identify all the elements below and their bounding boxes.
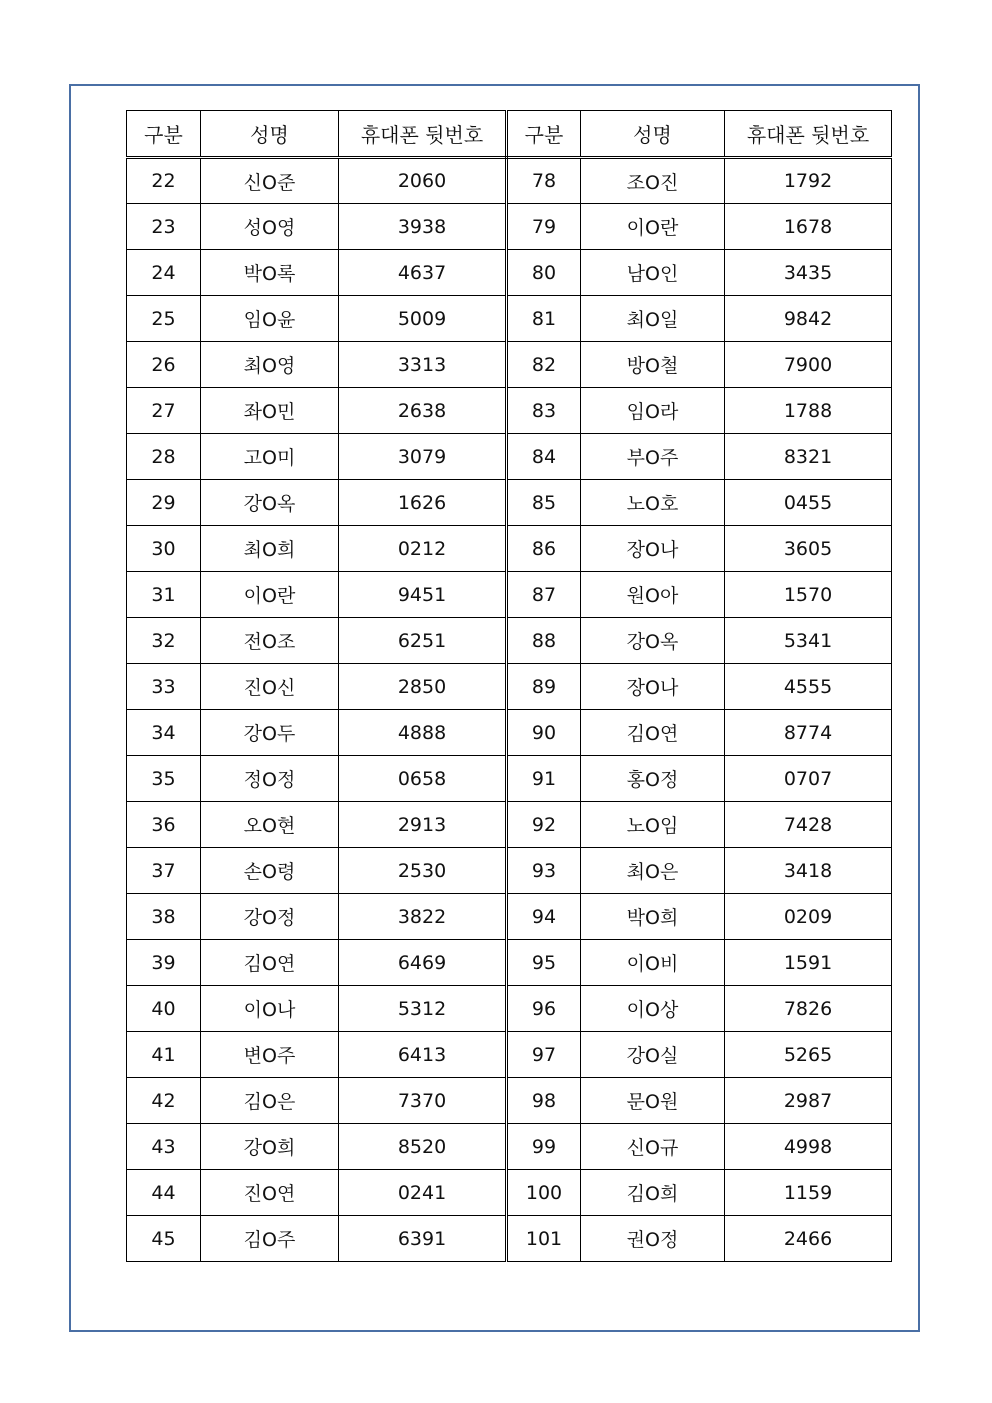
cell-name: 박O록 <box>201 250 339 296</box>
table-row <box>127 848 892 894</box>
cell-name: 노O임 <box>581 802 725 848</box>
cell-name: 임O윤 <box>201 296 339 342</box>
cell-name: 이O나 <box>201 986 339 1032</box>
cell-name: 김O희 <box>581 1170 725 1216</box>
cell-name: 방O철 <box>581 342 725 388</box>
cell-number: 88 <box>507 618 581 664</box>
cell-number: 32 <box>127 618 201 664</box>
roster-table <box>126 110 892 1262</box>
table-row <box>127 1170 892 1216</box>
cell-phone: 7370 <box>339 1078 507 1124</box>
cell-number: 97 <box>507 1032 581 1078</box>
header-row <box>127 111 892 158</box>
cell-name: 이O상 <box>581 986 725 1032</box>
cell-name: 좌O민 <box>201 388 339 434</box>
cell-name: 정O정 <box>201 756 339 802</box>
cell-phone: 9451 <box>339 572 507 618</box>
table-row <box>127 296 892 342</box>
cell-phone: 6391 <box>339 1216 507 1262</box>
cell-phone: 2466 <box>725 1216 892 1262</box>
cell-phone: 3079 <box>339 434 507 480</box>
cell-name: 손O령 <box>201 848 339 894</box>
cell-number: 24 <box>127 250 201 296</box>
table-row <box>127 158 892 204</box>
cell-phone: 1159 <box>725 1170 892 1216</box>
cell-name: 이O비 <box>581 940 725 986</box>
cell-number: 96 <box>507 986 581 1032</box>
cell-number: 40 <box>127 986 201 1032</box>
header-name: 성명 <box>201 111 339 158</box>
table-row <box>127 1124 892 1170</box>
table-row <box>127 342 892 388</box>
cell-phone: 8321 <box>725 434 892 480</box>
cell-phone: 6469 <box>339 940 507 986</box>
cell-number: 79 <box>507 204 581 250</box>
cell-phone: 8774 <box>725 710 892 756</box>
cell-name: 최O희 <box>201 526 339 572</box>
cell-number: 35 <box>127 756 201 802</box>
table-row <box>127 802 892 848</box>
cell-phone: 2987 <box>725 1078 892 1124</box>
table-row <box>127 940 892 986</box>
cell-name: 장O나 <box>581 526 725 572</box>
cell-number: 36 <box>127 802 201 848</box>
cell-name: 신O준 <box>201 158 339 204</box>
cell-number: 91 <box>507 756 581 802</box>
cell-number: 43 <box>127 1124 201 1170</box>
cell-phone: 6413 <box>339 1032 507 1078</box>
cell-name: 성O영 <box>201 204 339 250</box>
cell-phone: 3938 <box>339 204 507 250</box>
cell-number: 94 <box>507 894 581 940</box>
cell-number: 22 <box>127 158 201 204</box>
header-phone: 휴대폰 뒷번호 <box>725 111 892 158</box>
table-row <box>127 894 892 940</box>
cell-name: 남O인 <box>581 250 725 296</box>
cell-name: 강O두 <box>201 710 339 756</box>
table-row <box>127 986 892 1032</box>
cell-name: 김O연 <box>581 710 725 756</box>
cell-name: 김O주 <box>201 1216 339 1262</box>
cell-phone: 4888 <box>339 710 507 756</box>
cell-phone: 3435 <box>725 250 892 296</box>
cell-number: 41 <box>127 1032 201 1078</box>
cell-number: 86 <box>507 526 581 572</box>
cell-phone: 4637 <box>339 250 507 296</box>
cell-number: 44 <box>127 1170 201 1216</box>
cell-name: 진O연 <box>201 1170 339 1216</box>
cell-phone: 2913 <box>339 802 507 848</box>
cell-number: 87 <box>507 572 581 618</box>
cell-name: 진O신 <box>201 664 339 710</box>
cell-number: 93 <box>507 848 581 894</box>
header-number: 구분 <box>507 111 581 158</box>
cell-name: 조O진 <box>581 158 725 204</box>
cell-name: 원O아 <box>581 572 725 618</box>
cell-number: 82 <box>507 342 581 388</box>
cell-name: 박O희 <box>581 894 725 940</box>
table-row <box>127 664 892 710</box>
cell-number: 37 <box>127 848 201 894</box>
cell-phone: 2060 <box>339 158 507 204</box>
cell-name: 강O정 <box>201 894 339 940</box>
cell-phone: 3822 <box>339 894 507 940</box>
cell-number: 95 <box>507 940 581 986</box>
header-phone: 휴대폰 뒷번호 <box>339 111 507 158</box>
cell-phone: 9842 <box>725 296 892 342</box>
cell-number: 80 <box>507 250 581 296</box>
cell-number: 78 <box>507 158 581 204</box>
cell-phone: 2530 <box>339 848 507 894</box>
cell-phone: 3418 <box>725 848 892 894</box>
table-row <box>127 1078 892 1124</box>
cell-name: 신O규 <box>581 1124 725 1170</box>
cell-number: 84 <box>507 434 581 480</box>
table-row <box>127 1216 892 1262</box>
cell-number: 42 <box>127 1078 201 1124</box>
cell-number: 100 <box>507 1170 581 1216</box>
cell-number: 90 <box>507 710 581 756</box>
cell-phone: 0212 <box>339 526 507 572</box>
cell-name: 장O나 <box>581 664 725 710</box>
cell-name: 이O란 <box>201 572 339 618</box>
table-row <box>127 388 892 434</box>
table-row <box>127 250 892 296</box>
cell-number: 89 <box>507 664 581 710</box>
cell-name: 변O주 <box>201 1032 339 1078</box>
cell-number: 25 <box>127 296 201 342</box>
cell-phone: 0455 <box>725 480 892 526</box>
cell-phone: 0707 <box>725 756 892 802</box>
cell-number: 33 <box>127 664 201 710</box>
cell-number: 31 <box>127 572 201 618</box>
cell-number: 30 <box>127 526 201 572</box>
table-row <box>127 710 892 756</box>
cell-phone: 1626 <box>339 480 507 526</box>
table-row <box>127 618 892 664</box>
cell-number: 98 <box>507 1078 581 1124</box>
cell-name: 부O주 <box>581 434 725 480</box>
cell-phone: 4555 <box>725 664 892 710</box>
cell-phone: 5265 <box>725 1032 892 1078</box>
cell-name: 임O라 <box>581 388 725 434</box>
cell-name: 홍O정 <box>581 756 725 802</box>
cell-name: 오O현 <box>201 802 339 848</box>
cell-name: 최O은 <box>581 848 725 894</box>
cell-phone: 0658 <box>339 756 507 802</box>
cell-name: 노O호 <box>581 480 725 526</box>
cell-name: 강O옥 <box>201 480 339 526</box>
cell-name: 고O미 <box>201 434 339 480</box>
cell-phone: 3313 <box>339 342 507 388</box>
cell-number: 81 <box>507 296 581 342</box>
cell-number: 99 <box>507 1124 581 1170</box>
cell-name: 권O정 <box>581 1216 725 1262</box>
header-name: 성명 <box>581 111 725 158</box>
cell-number: 38 <box>127 894 201 940</box>
cell-number: 92 <box>507 802 581 848</box>
cell-number: 45 <box>127 1216 201 1262</box>
cell-phone: 1591 <box>725 940 892 986</box>
cell-name: 전O조 <box>201 618 339 664</box>
cell-name: 강O희 <box>201 1124 339 1170</box>
cell-phone: 7428 <box>725 802 892 848</box>
table-row <box>127 756 892 802</box>
cell-phone: 4998 <box>725 1124 892 1170</box>
cell-phone: 7900 <box>725 342 892 388</box>
cell-name: 최O일 <box>581 296 725 342</box>
cell-number: 83 <box>507 388 581 434</box>
cell-number: 28 <box>127 434 201 480</box>
cell-name: 김O은 <box>201 1078 339 1124</box>
cell-number: 27 <box>127 388 201 434</box>
cell-number: 23 <box>127 204 201 250</box>
cell-phone: 1678 <box>725 204 892 250</box>
cell-phone: 1792 <box>725 158 892 204</box>
cell-phone: 2638 <box>339 388 507 434</box>
cell-phone: 5009 <box>339 296 507 342</box>
cell-phone: 2850 <box>339 664 507 710</box>
cell-phone: 6251 <box>339 618 507 664</box>
table-row <box>127 434 892 480</box>
cell-phone: 0241 <box>339 1170 507 1216</box>
cell-number: 26 <box>127 342 201 388</box>
table-row <box>127 526 892 572</box>
table-row <box>127 1032 892 1078</box>
cell-phone: 1788 <box>725 388 892 434</box>
cell-name: 이O란 <box>581 204 725 250</box>
cell-phone: 0209 <box>725 894 892 940</box>
cell-number: 85 <box>507 480 581 526</box>
cell-number: 101 <box>507 1216 581 1262</box>
table-row <box>127 572 892 618</box>
cell-phone: 3605 <box>725 526 892 572</box>
cell-phone: 5312 <box>339 986 507 1032</box>
cell-name: 강O실 <box>581 1032 725 1078</box>
cell-name: 최O영 <box>201 342 339 388</box>
cell-name: 강O옥 <box>581 618 725 664</box>
cell-phone: 7826 <box>725 986 892 1032</box>
cell-number: 29 <box>127 480 201 526</box>
cell-number: 39 <box>127 940 201 986</box>
cell-phone: 1570 <box>725 572 892 618</box>
table-row <box>127 204 892 250</box>
cell-phone: 5341 <box>725 618 892 664</box>
cell-name: 문O원 <box>581 1078 725 1124</box>
header-number: 구분 <box>127 111 201 158</box>
table-row <box>127 480 892 526</box>
roster-body <box>127 158 892 1262</box>
cell-number: 34 <box>127 710 201 756</box>
cell-phone: 8520 <box>339 1124 507 1170</box>
cell-name: 김O연 <box>201 940 339 986</box>
